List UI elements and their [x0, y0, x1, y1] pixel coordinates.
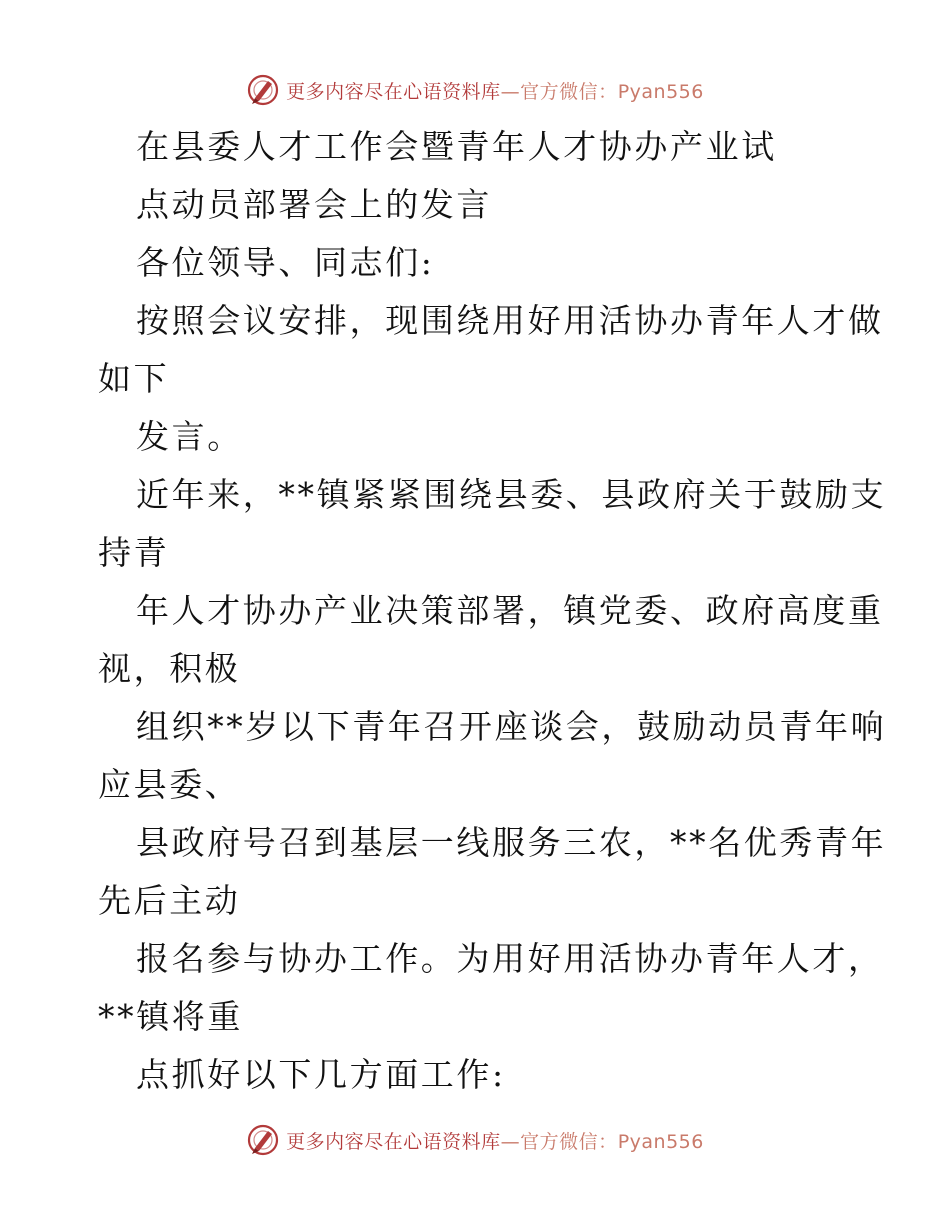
document-body [98, 118, 887, 1104]
page-footer [0, 1120, 950, 1160]
paragraph-line: 组织**岁以下青年召开座谈会，鼓励动员青年响 [136, 707, 887, 746]
footer-brand-id: Pyan556 [617, 1130, 704, 1153]
fountain-pen-logo-icon [246, 1123, 280, 1157]
paragraph-line: **镇将重 [98, 997, 243, 1036]
paragraph-line: 点动员部署会上的发言 [136, 185, 492, 224]
paragraph-line: 各位领导、同志们: [136, 243, 435, 282]
header-brand-sep: —官方微信： [500, 80, 618, 103]
footer-brand-main: 更多内容尽在心语资料库 [286, 1130, 501, 1153]
fountain-pen-logo-icon [246, 73, 280, 107]
paragraph-line: 报名参与协办工作。为用好用活协办青年人才， [136, 939, 884, 978]
paragraph-line: 先后主动 [98, 881, 241, 920]
footer-brand [246, 1123, 704, 1157]
paragraph-line: 年人才协办产业决策部署，镇党委、政府高度重 [136, 591, 884, 630]
paragraph-line: 县政府号召到基层一线服务三农，**名优秀青年 [136, 823, 887, 862]
header-brand-text [286, 77, 704, 104]
paragraph-line: 应县委、 [98, 765, 241, 804]
paragraph-line: 点抓好以下几方面工作: [136, 1055, 506, 1094]
header-brand-id: Pyan556 [617, 80, 704, 103]
header-brand-main: 更多内容尽在心语资料库 [286, 80, 501, 103]
paragraph-line: 如下 [98, 359, 170, 398]
paragraph-line: 在县委人才工作会暨青年人才协办产业试 [136, 127, 777, 166]
paragraph-line: 按照会议安排，现围绕用好用活协办青年人才做 [136, 301, 884, 340]
page-header [0, 70, 950, 110]
footer-brand-sep: —官方微信： [500, 1130, 618, 1153]
paragraph-line: 视，积极 [98, 649, 241, 688]
footer-brand-text [286, 1127, 704, 1154]
paragraph-line: 持青 [98, 533, 170, 572]
paragraph-line: 近年来，**镇紧紧围绕县委、县政府关于鼓励支 [136, 475, 887, 514]
header-brand [246, 73, 704, 107]
paragraph-line: 发言。 [136, 417, 243, 456]
